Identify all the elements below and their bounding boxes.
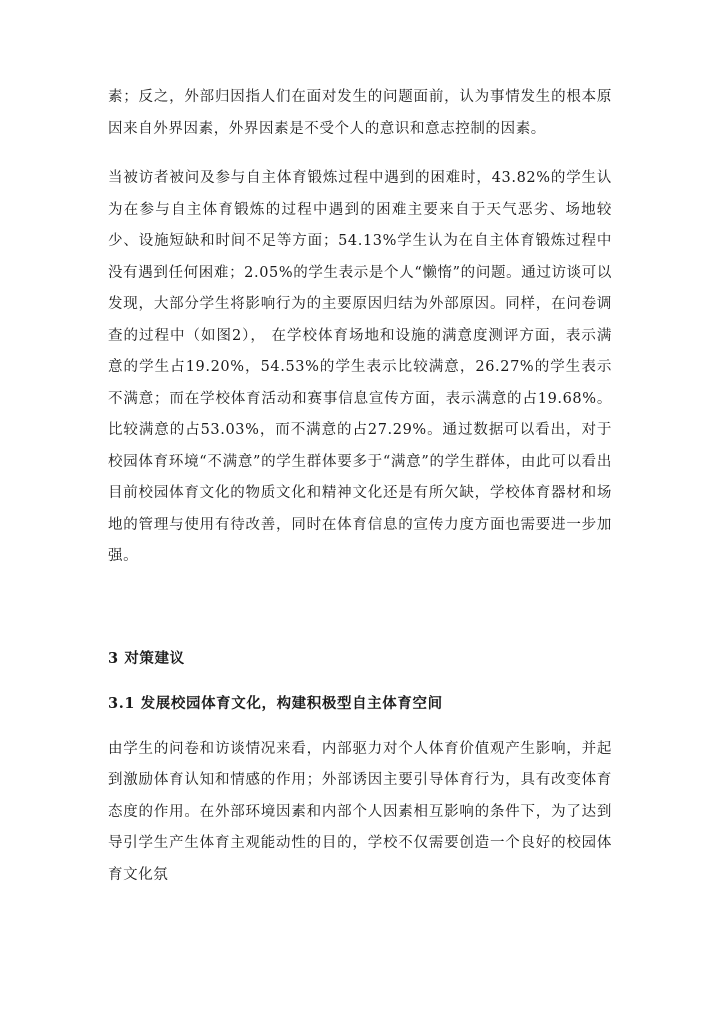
paragraph-attribution-continuation: 素；反之，外部归因指人们在面对发生的问题面前，认为事情发生的根本原因来自外界因素，外界因素是不受个人的意识和意志控制的因素。 [108,89,612,137]
paragraph-survey-findings: 当被访者被问及参与自主体育锻炼过程中遇到的困难时，43.82%的学生认为在参与自主体育锻炼的过程中遇到的困难主要来自于天气恶劣、场地较少、设施短缺和时间不足等方面；54.13%学生认为在自主体育锻炼过程中没有遇到任何困难；2.05%的学生表示是个人“懒惰”的问题。通过访谈可以发现，大部分学生将影响行为的主要原因归结为外部原因。同样，在问卷调查的过程中（如图2）， 在学校体育场地和设施的满意度测评方面，表示满意的学生占19.20%，54.53%的学生表示比较满意，26.27%的学生表示不满意；而在学校体育活动和赛事信息宣传方面，表示满意的占19.68%。比较满意的占53.03%，而不满意的占27.29%。通过数据可以看出，对于校园体育环境“不满意”的学生群体要多于“满意”的学生群体，由此可以看出目前校园体育文化的物质文化和精神文化还是有所欠缺，学校体育器材和场地的管理与使用有待改善，同时在体育信息的宣传力度方面也需要进一步加强。 [108,170,612,564]
subsection-heading: 3.1 发展校园体育文化，构建积极型自主体育空间 [108,695,443,712]
paragraph-strategy-intro: 由学生的问卷和访谈情况来看，内部驱力对个人体育价值观产生影响，并起到激励体育认知和情感的作用；外部诱因主要引导体育行为，具有改变体育态度的作用。在外部环境因素和内部个人因素相互影响的条件下，为了达到导引学生产生体育主观能动性的目的，学校不仅需要创造一个良好的校园体育文化氛 [108,740,612,883]
section-heading: 3 对策建议 [108,649,185,667]
document-page [108,82,612,891]
